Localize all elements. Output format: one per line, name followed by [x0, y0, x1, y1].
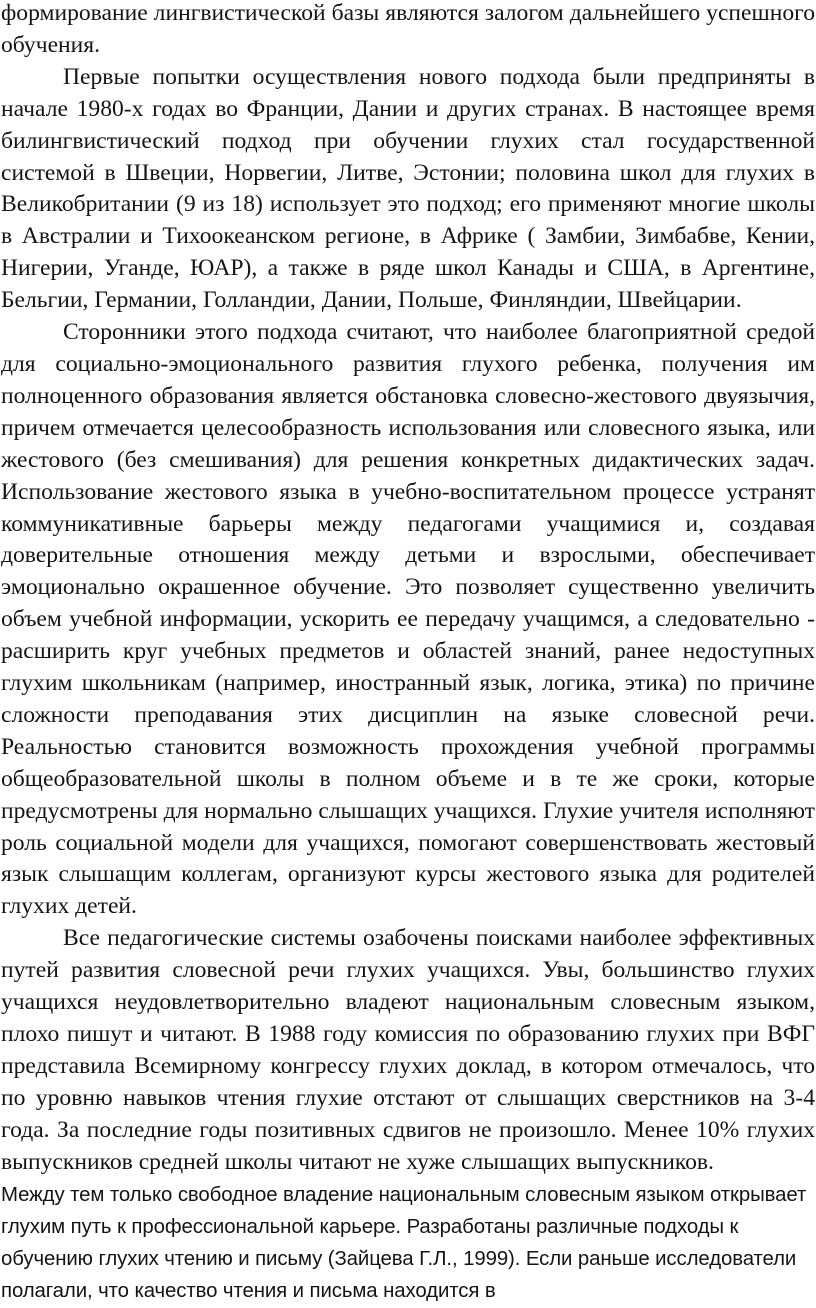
paragraph-continuation: формирование лингвистической базы являются залогом дальнейшего успешного обучения.: [1, 0, 815, 58]
paragraph-supporters: Сторонники этого подхода считают, что наиболее благоприятной средой для социально-эмоционального развития глухого ребенка, получения им полноценного образования является обстановка словесно-жестового двуязычия, причем отмечается целесообразность использования или словесного языка, или жестового (без смешивания) для решения конкретных дидактических задач. Использование жестового языка в учебно-воспитательном процессе устранят коммуникативные барьеры между педагогами учащимися и, создавая доверительные отношения между детьми и взрослыми, обеспечивает эмоционально окрашенное обучение. Это позволяет существенно увеличить объем учебной информации, ускорить ее передачу учащимся, а следовательно - расширить круг учебных предметов и областей знаний, ранее недоступных глухим школьникам (например, иностранный язык, логика, этика) по причине сложности преподавания этих дисциплин на языке словесной речи. Реальностью становится возможность прохождения учебной программы общеобразовательной школы в полном объеме и в те же сроки, которые предусмотрены для нормально слышащих учащихся. Глухие учителя исполняют роль социальной модели для учащихся, помогают совершенствовать жестовый язык слышащим коллегам, организуют курсы жестового языка для родителей глухих детей.: [1, 319, 815, 920]
paragraph-first-attempts: Первые попытки осуществления нового подхода были предприняты в начале 1980-х годах во Франции, Дании и других странах. В настоящее время билингвистический подход при обучении глухих стал государственной системой в Швеции, Норвегии, Литве, Эстонии; половина школ для глухих в Великобритании (9 из 18) использует это подход; его применяют многие школы в Австралии и Тихоокеанском регионе, в Африке ( Замбии, Зимбабве, Кении, Нигерии, Уганде, ЮАР), а также в ряде школ Канады и США, в Аргентине, Бельгии, Германии, Голландии, Дании, Польше, Финляндии, Швейцарии.: [1, 63, 815, 314]
paragraph-free-command: Между тем только свободное владение национальным словесным языком открывает глухим путь к профессиональной карьере. Разработаны различные подходы к обучению глухих чтению и письму (Зайцева Г.Л., 1999). Если раньше исследователи полагали, что качество чтения и письма находится в: [1, 1183, 807, 1303]
paragraph-pedagogical-systems: Все педагогические системы озабочены поисками наиболее эффективных путей развития словесной речи глухих учащихся. Увы, большинство глухих учащихся неудовлетворительно владеют национальным словесным языком, плохо пишут и читают. В 1988 году комиссия по образованию глухих при ВФГ представила Всемирному конгрессу глухих доклад, в котором отмечалось, что по уровню навыков чтения глухие отстают от слышащих сверстников на 3-4 года. За последние годы позитивных сдвигов не произошло. Менее 10% глухих выпускников средней школы читают не хуже слышащих выпускников.: [1, 925, 815, 1175]
